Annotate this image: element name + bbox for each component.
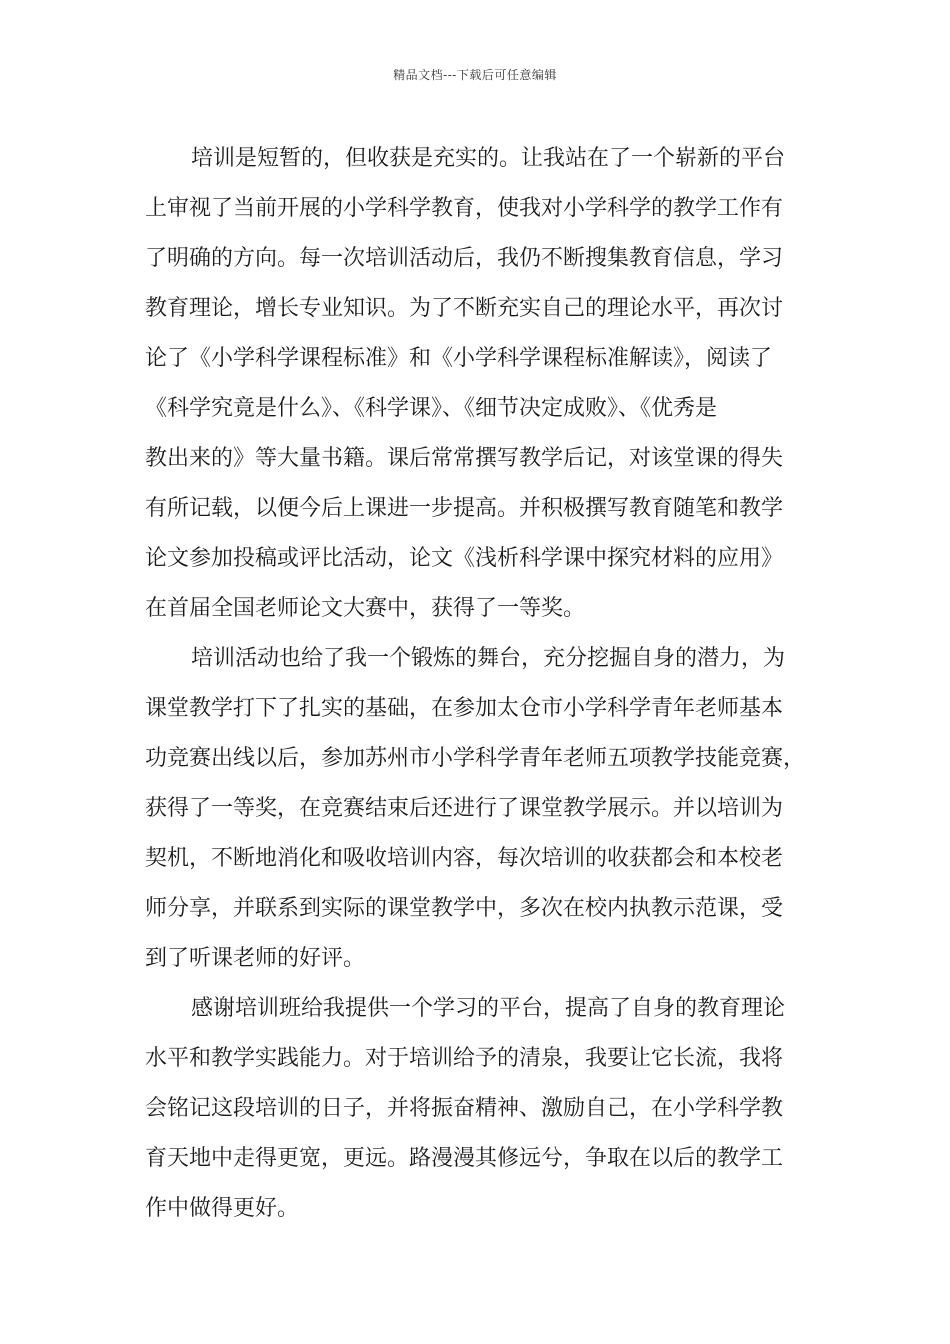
text-line: 有所记载，以便今后上课进一步提高。并积极撰写教育随笔和教学 [145, 496, 784, 521]
text-line: 育天地中走得更宽，更远。路漫漫其修远兮，争取在以后的教学工 [145, 1146, 784, 1171]
text-line: 了明确的方向。每一次培训活动后，我仍不断搜集教育信息，学习 [145, 246, 784, 271]
page-header: 精品文档---下载后可任意编辑 [393, 68, 557, 82]
paragraph-1 [145, 134, 817, 634]
text-line: 获得了一等奖，在竞赛结束后还进行了课堂教学展示。并以培训为 [145, 796, 784, 821]
document-body [145, 134, 817, 1234]
text-line: 在首届全国老师论文大赛中，获得了一等奖。 [145, 596, 586, 621]
text-line: 课堂教学打下了扎实的基础，在参加太仓市小学科学青年老师基本 [145, 696, 784, 721]
text-line: 培训是短暂的，但收获是充实的。让我站在了一个崭新的平台 [191, 146, 786, 171]
paragraph-3 [145, 984, 817, 1234]
text-line: 师分享，并联系到实际的课堂教学中，多次在校内执教示范课，受 [145, 896, 784, 921]
text-line: 上审视了当前开展的小学科学教育，使我对小学科学的教学工作有 [145, 196, 784, 221]
text-line: 教出来的》等大量书籍。课后常常撰写教学后记，对该堂课的得失 [145, 446, 784, 471]
text-line: 教育理论，增长专业知识。为了不断充实自己的理论水平，再次讨 [145, 296, 784, 321]
text-line: 到了听课老师的好评。 [145, 946, 366, 971]
text-line: 论了《小学科学课程标准》和《小学科学课程标准解读》，阅读了 [145, 346, 773, 371]
text-line: 会铭记这段培训的日子，并将振奋精神、激励自己，在小学科学教 [145, 1096, 784, 1121]
text-line: 《科学究竟是什么》、《科学课》、《细节决定成败》、《优秀是 [145, 396, 718, 421]
text-line: 功竞赛出线以后，参加苏州市小学科学青年老师五项教学技能竞赛， [145, 746, 806, 771]
text-line: 感谢培训班给我提供一个学习的平台，提高了自身的教育理论 [191, 996, 786, 1021]
text-line: 培训活动也给了我一个锻炼的舞台，充分挖掘自身的潜力，为 [191, 646, 786, 671]
text-line: 契机，不断地消化和吸收培训内容，每次培训的收获都会和本校老 [145, 846, 784, 871]
text-line: 作中做得更好。 [145, 1196, 300, 1221]
text-line: 水平和教学实践能力。对于培训给予的清泉，我要让它长流，我将 [145, 1046, 784, 1071]
text-line: 论文参加投稿或评比活动，论文《浅析科学课中探究材料的应用》 [145, 546, 784, 571]
paragraph-2 [145, 634, 817, 984]
